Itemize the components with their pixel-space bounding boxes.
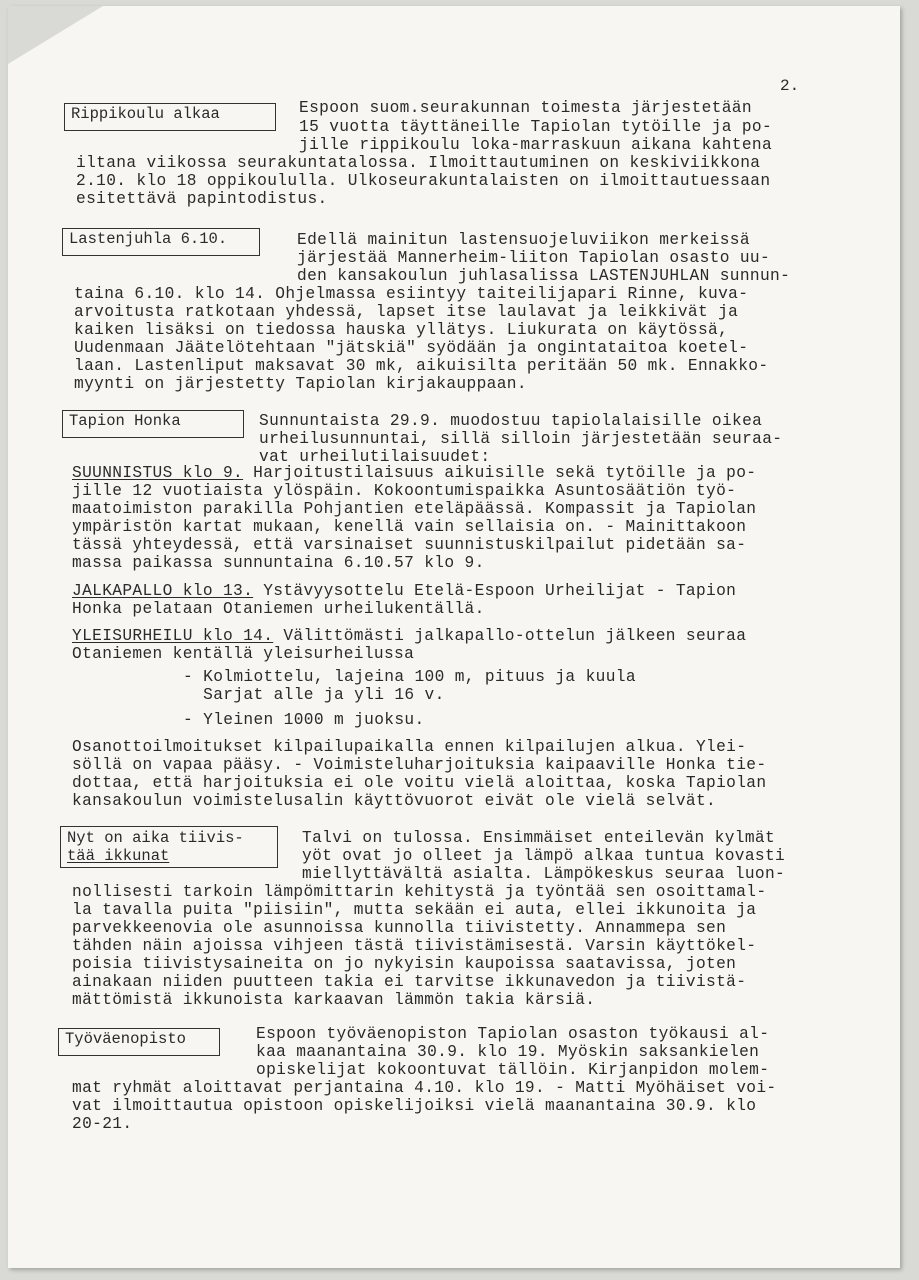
text-line: esitettävä papintodistus. (76, 190, 328, 208)
jalkapallo-line (72, 583, 736, 599)
heading-line: tää ikkunat (67, 847, 170, 865)
event-item: Sarjat alle ja yli 16 v. (183, 686, 445, 704)
heading-rippikoulu: Rippikoulu alkaa (64, 103, 276, 131)
text-line: Sunnuntaista 29.9. muodostuu tapiolalaisille oikea (259, 412, 763, 430)
text-line: poisia tiivistysaineita on jo nykyisin kaupoissa saatavissa, joten (72, 955, 737, 973)
text-line: Uudenmaan Jäätelötehtaan "jätskiä" syödään ja ongintataitoa koetel- (74, 339, 749, 357)
text-line: myynti on järjestetty Tapiolan kirjakauppaan. (74, 375, 527, 393)
heading-tiivistaa (60, 826, 278, 868)
text-line: vat urheilutilaisuudet: (259, 448, 491, 466)
text-line: tähden näin ajoissa vihjeen tästä tiivistämisestä. Varsin käyttökel- (72, 937, 757, 955)
text-line: järjestää Mannerheim-liiton Tapiolan osasto uu- (297, 249, 771, 267)
text-line: urheilusunnuntai, sillä silloin järjestetään seuraa- (259, 430, 783, 448)
page-number: 2. (780, 77, 800, 95)
text-line: 15 vuotta täyttäneille Tapiolan tytöille ja po- (299, 118, 773, 136)
text-line: Otaniemen kentällä yleisurheilussa (72, 645, 415, 663)
heading-line: Nyt on aika tiivis- (67, 829, 244, 847)
text-line: Välittömästi jalkapallo-ottelun jälkeen seuraa (273, 627, 747, 645)
event-item: - Yleinen 1000 m juoksu. (183, 711, 425, 729)
jalkapallo-title: JALKAPALLO klo 13. (72, 582, 254, 600)
text-line: mättömistä ikkunoista karkaavan lämmön takia kärsiä. (72, 991, 596, 1009)
heading-tyovaenopisto: Työväenopisto (58, 1028, 220, 1056)
text-line: parvekkeenovia ole asunnoissa kunnolla tiivistetty. Annammepa sen (72, 919, 727, 937)
folded-corner (8, 6, 103, 64)
text-line: Espoon suom.seurakunnan toimesta järjestetään (299, 99, 752, 117)
text-line: la tavalla puita "piisiin", mutta sekään ei auta, ellei ikkunoita ja (72, 901, 757, 919)
text-line: vat ilmoittautua opistoon opiskelijoiksi vielä maanantaina 30.9. klo (72, 1097, 757, 1115)
yleisurheilu-title: YLEISURHEILU klo 14. (72, 627, 274, 645)
text-line: Harjoitustilaisuus aikuisille sekä tytöille ja po- (243, 464, 757, 482)
text-line: taina 6.10. klo 14. Ohjelmassa esiintyy taiteilijapari Rinne, kuva- (74, 285, 749, 303)
text-line: söllä on vapaa pääsy. - Voimisteluharjoituksia kaipaaville Honka tie- (72, 756, 767, 774)
text-line: iltana viikossa seurakuntatalossa. Ilmoittautuminen on keskiviikkona (76, 154, 761, 172)
text-line: arvoitusta ratkotaan yhdessä, lapset itse laulavat ja leikkivät ja (74, 303, 739, 321)
text-line: tässä yhteydessä, että varsinaiset suunnistuskilpailut pidetään sa- (72, 536, 747, 554)
text-line: massa paikassa sunnuntaina 6.10.57 klo 9. (72, 554, 485, 572)
text-line: jille 12 vuotiaista ylöspäin. Kokoontumispaikka Asuntosäätiön työ- (72, 482, 737, 500)
text-line: miellyttävältä asialta. Lämpökeskus seuraa luon- (302, 865, 786, 883)
text-line: nollisesti tarkoin lämpömittarin kehitystä ja työntää sen osoittamal- (72, 883, 767, 901)
yleisurheilu-line (72, 628, 746, 644)
text-line: kaiken lisäksi on tiedossa hauska yllätys. Liukurata on käytössä, (74, 321, 729, 339)
text-line: Honka pelataan Otaniemen urheilukentällä. (72, 600, 485, 618)
text-line: den kansakoulun juhlasalissa LASTENJUHLAN sunnun- (297, 267, 791, 285)
text-line: Ystävyysottelu Etelä-Espoon Urheilijat - Tapion (253, 582, 737, 600)
suunnistus-title: SUUNNISTUS klo 9. (72, 464, 244, 482)
text-line: Edellä mainitun lastensuojeluviikon merkeissä (297, 231, 750, 249)
text-line: kansakoulun voimistelusalin käyttövuorot eivät ole vielä selvät. (72, 792, 717, 810)
text-line: mat ryhmät aloittavat perjantaina 4.10. klo 19. - Matti Myöhäiset voi- (72, 1079, 777, 1097)
text-line: Espoon työväenopiston Tapiolan osaston työkausi al- (256, 1025, 770, 1043)
text-line: maatoimiston parakilla Pohjantien eteläpäässä. Kompassit ja Tapiolan (72, 500, 757, 518)
heading-lastenjuhla: Lastenjuhla 6.10. (62, 228, 260, 256)
text-line: ainakaan niiden puutteen takia ei tarvitse ikkunavedon ja tiivistä- (72, 973, 747, 991)
text-line: opiskelijat kokoontuvat tällöin. Kirjanpidon molem- (256, 1061, 770, 1079)
text-line: kaa maanantaina 30.9. klo 19. Myöskin saksankielen (256, 1043, 760, 1061)
text-line: laan. Lastenliput maksavat 30 mk, aikuisilta peritään 50 mk. Ennakko- (74, 357, 769, 375)
text-line: yöt ovat jo olleet ja lämpö alkaa tuntua kovasti (302, 847, 786, 865)
event-item: - Kolmiottelu, lajeina 100 m, pituus ja kuula (183, 668, 636, 686)
text-line: 20-21. (72, 1115, 133, 1133)
heading-tapion-honka: Tapion Honka (62, 410, 244, 438)
text-line: Talvi on tulossa. Ensimmäiset enteilevän kylmät (302, 829, 776, 847)
text-line: ympäristön kartat mukaan, kenellä vain sellaisia on. - Mainittakoon (72, 518, 747, 536)
suunnistus-line (72, 465, 756, 481)
text-line: dottaa, että harjoituksia ei ole voitu vielä aloittaa, koska Tapiolan (72, 774, 767, 792)
text-line: 2.10. klo 18 oppikoululla. Ulkoseurakuntalaisten on ilmoittautuessaan (76, 172, 771, 190)
text-line: jille rippikoulu loka-marraskuun aikana kahtena (299, 136, 773, 154)
text-line: Osanottoilmoitukset kilpailupaikalla ennen kilpailujen alkua. Ylei- (72, 738, 747, 756)
